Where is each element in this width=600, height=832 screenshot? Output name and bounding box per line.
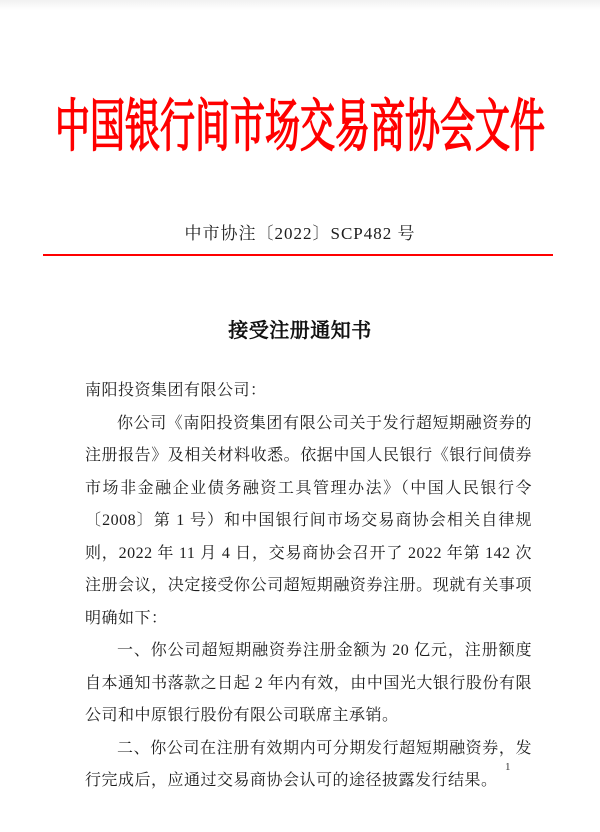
red-divider-line [43,254,553,256]
doc-body [85,375,532,798]
page-number: 1 [505,761,511,773]
org-title: 中国银行间市场交易商协会文件 [54,95,545,159]
paragraph: 你公司《南阳投资集团有限公司关于发行超短期融资券的注册报告》及相关材料收悉。依据中国人民银行《银行间债券市场非金融企业债务融资工具管理办法》（中国人民银行令〔2008〕第 1 号）和中国银行间市场交易商协会相关自律规则，2022 年 11 月 4 日，交易商协会召开了 2022 年第 142 次注册会议，决定接受你公司超短期融资券注册。现就有关事项明确如下： [85,414,532,627]
salutation: 南阳投资集团有限公司： [85,382,267,399]
paragraph: 二、你公司在注册有效期内可分期发行超短期融资券，发行完成后，应通过交易商协会认可的途径披露发行结果。 [85,739,532,789]
doc-number: 中市协注〔2022〕SCP482 号 [184,224,416,243]
doc-title: 接受注册通知书 [228,320,372,342]
paragraph: 一、你公司超短期融资券注册金额为 20 亿元，注册额度自本通知书落款之日起 2 年内有效，由中国光大银行股份有限公司和中原银行股份有限公司联席主承销。 [85,642,532,724]
